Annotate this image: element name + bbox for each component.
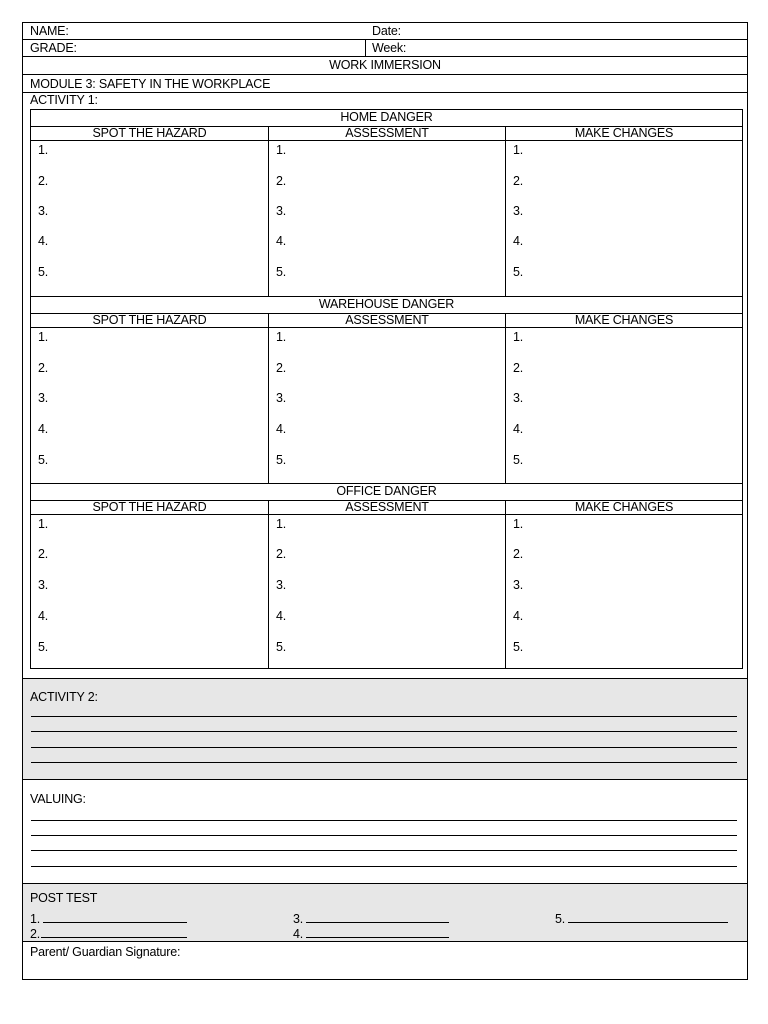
item-number: 3. xyxy=(513,204,524,218)
item-number: 1. xyxy=(276,330,287,344)
valuing-section xyxy=(23,780,747,884)
post-test-number: 4. xyxy=(293,927,304,941)
section-title-home: HOME DANGER xyxy=(31,110,742,127)
grade-row xyxy=(23,40,747,57)
hazard-table xyxy=(30,109,743,669)
week-label: Week: xyxy=(372,41,407,55)
column-header-make-changes: MAKE CHANGES xyxy=(505,500,742,515)
column-header-make-changes: MAKE CHANGES xyxy=(505,313,742,328)
item-number: 3. xyxy=(513,391,524,405)
column-header-spot-hazard: SPOT THE HAZARD xyxy=(31,313,268,328)
column-header-assessment: ASSESSMENT xyxy=(268,500,505,515)
item-number: 3. xyxy=(38,578,49,592)
name-row xyxy=(23,23,747,40)
item-number: 3. xyxy=(276,391,287,405)
item-number: 5. xyxy=(38,265,49,279)
item-number: 5. xyxy=(38,453,49,467)
section-title-office: OFFICE DANGER xyxy=(31,484,742,501)
valuing-label: VALUING: xyxy=(30,792,86,806)
home-assessment-cell[interactable] xyxy=(268,141,505,296)
home-changes-cell[interactable] xyxy=(505,141,742,296)
module-divider xyxy=(23,92,747,93)
item-number: 4. xyxy=(276,609,287,623)
item-number: 1. xyxy=(276,517,287,531)
item-number: 5. xyxy=(513,640,524,654)
post-test-item-3[interactable] xyxy=(293,911,449,926)
item-number: 3. xyxy=(513,578,524,592)
item-number: 4. xyxy=(513,234,524,248)
post-test-section xyxy=(23,884,747,942)
post-test-item-1[interactable] xyxy=(30,911,187,926)
answer-line[interactable] xyxy=(31,716,737,717)
date-label: Date: xyxy=(372,24,401,38)
item-number: 5. xyxy=(513,453,524,467)
answer-blank[interactable] xyxy=(568,911,728,923)
subject-title: WORK IMMERSION xyxy=(329,58,441,72)
item-number: 4. xyxy=(276,234,287,248)
office-changes-cell[interactable] xyxy=(505,515,742,668)
item-number: 5. xyxy=(38,640,49,654)
grade-label: GRADE: xyxy=(30,41,77,55)
item-number: 3. xyxy=(38,391,49,405)
item-number: 1. xyxy=(513,330,524,344)
post-test-item-5[interactable] xyxy=(555,911,728,926)
item-number: 4. xyxy=(38,234,49,248)
item-number: 3. xyxy=(276,578,287,592)
module-title: MODULE 3: SAFETY IN THE WORKPLACE xyxy=(30,77,271,91)
signature-section[interactable] xyxy=(23,942,747,979)
item-number: 1. xyxy=(276,143,287,157)
activity2-label: ACTIVITY 2: xyxy=(30,690,98,704)
item-number: 4. xyxy=(513,609,524,623)
worksheet xyxy=(22,22,748,980)
name-label: NAME: xyxy=(30,24,69,38)
answer-blank[interactable] xyxy=(306,926,449,938)
item-number: 3. xyxy=(276,204,287,218)
grade-week-divider xyxy=(365,40,366,56)
item-number: 5. xyxy=(513,265,524,279)
answer-line[interactable] xyxy=(31,850,737,851)
post-test-item-2[interactable] xyxy=(30,926,187,941)
post-test-number: 3. xyxy=(293,912,304,926)
column-header-make-changes: MAKE CHANGES xyxy=(505,126,742,141)
warehouse-changes-cell[interactable] xyxy=(505,328,742,483)
item-number: 2. xyxy=(513,174,524,188)
item-number: 2. xyxy=(38,174,49,188)
answer-line[interactable] xyxy=(31,820,737,821)
post-test-number: 5. xyxy=(555,912,566,926)
answer-line[interactable] xyxy=(31,747,737,748)
item-number: 2. xyxy=(38,361,49,375)
item-number: 5. xyxy=(276,265,287,279)
item-number: 5. xyxy=(276,453,287,467)
item-number: 1. xyxy=(513,517,524,531)
post-test-number: 2. xyxy=(30,927,41,941)
item-number: 1. xyxy=(38,517,49,531)
answer-blank[interactable] xyxy=(41,926,187,938)
item-number: 2. xyxy=(276,547,287,561)
answer-line[interactable] xyxy=(31,762,737,763)
column-header-spot-hazard: SPOT THE HAZARD xyxy=(31,126,268,141)
answer-blank[interactable] xyxy=(306,911,449,923)
office-assessment-cell[interactable] xyxy=(268,515,505,668)
home-spot-cell[interactable] xyxy=(31,141,268,296)
post-test-number: 1. xyxy=(30,912,41,926)
item-number: 4. xyxy=(513,422,524,436)
item-number: 4. xyxy=(38,422,49,436)
activity1-label: ACTIVITY 1: xyxy=(30,93,98,107)
post-test-label: POST TEST xyxy=(30,891,98,905)
answer-line[interactable] xyxy=(31,866,737,867)
item-number: 1. xyxy=(513,143,524,157)
item-number: 4. xyxy=(38,609,49,623)
answer-line[interactable] xyxy=(31,835,737,836)
answer-line[interactable] xyxy=(31,731,737,732)
column-header-assessment: ASSESSMENT xyxy=(268,126,505,141)
post-test-item-4[interactable] xyxy=(293,926,449,941)
signature-label: Parent/ Guardian Signature: xyxy=(30,945,181,959)
section-title-warehouse: WAREHOUSE DANGER xyxy=(31,297,742,314)
item-number: 4. xyxy=(276,422,287,436)
activity2-section xyxy=(23,678,747,780)
item-number: 3. xyxy=(38,204,49,218)
answer-blank[interactable] xyxy=(43,911,187,923)
item-number: 2. xyxy=(513,361,524,375)
item-number: 2. xyxy=(276,174,287,188)
item-number: 1. xyxy=(38,143,49,157)
subject-row xyxy=(23,57,747,75)
item-number: 2. xyxy=(276,361,287,375)
warehouse-assessment-cell[interactable] xyxy=(268,328,505,483)
item-number: 2. xyxy=(38,547,49,561)
item-number: 1. xyxy=(38,330,49,344)
office-spot-cell[interactable] xyxy=(31,515,268,668)
warehouse-spot-cell[interactable] xyxy=(31,328,268,483)
item-number: 2. xyxy=(513,547,524,561)
column-header-spot-hazard: SPOT THE HAZARD xyxy=(31,500,268,515)
column-header-assessment: ASSESSMENT xyxy=(268,313,505,328)
item-number: 5. xyxy=(276,640,287,654)
